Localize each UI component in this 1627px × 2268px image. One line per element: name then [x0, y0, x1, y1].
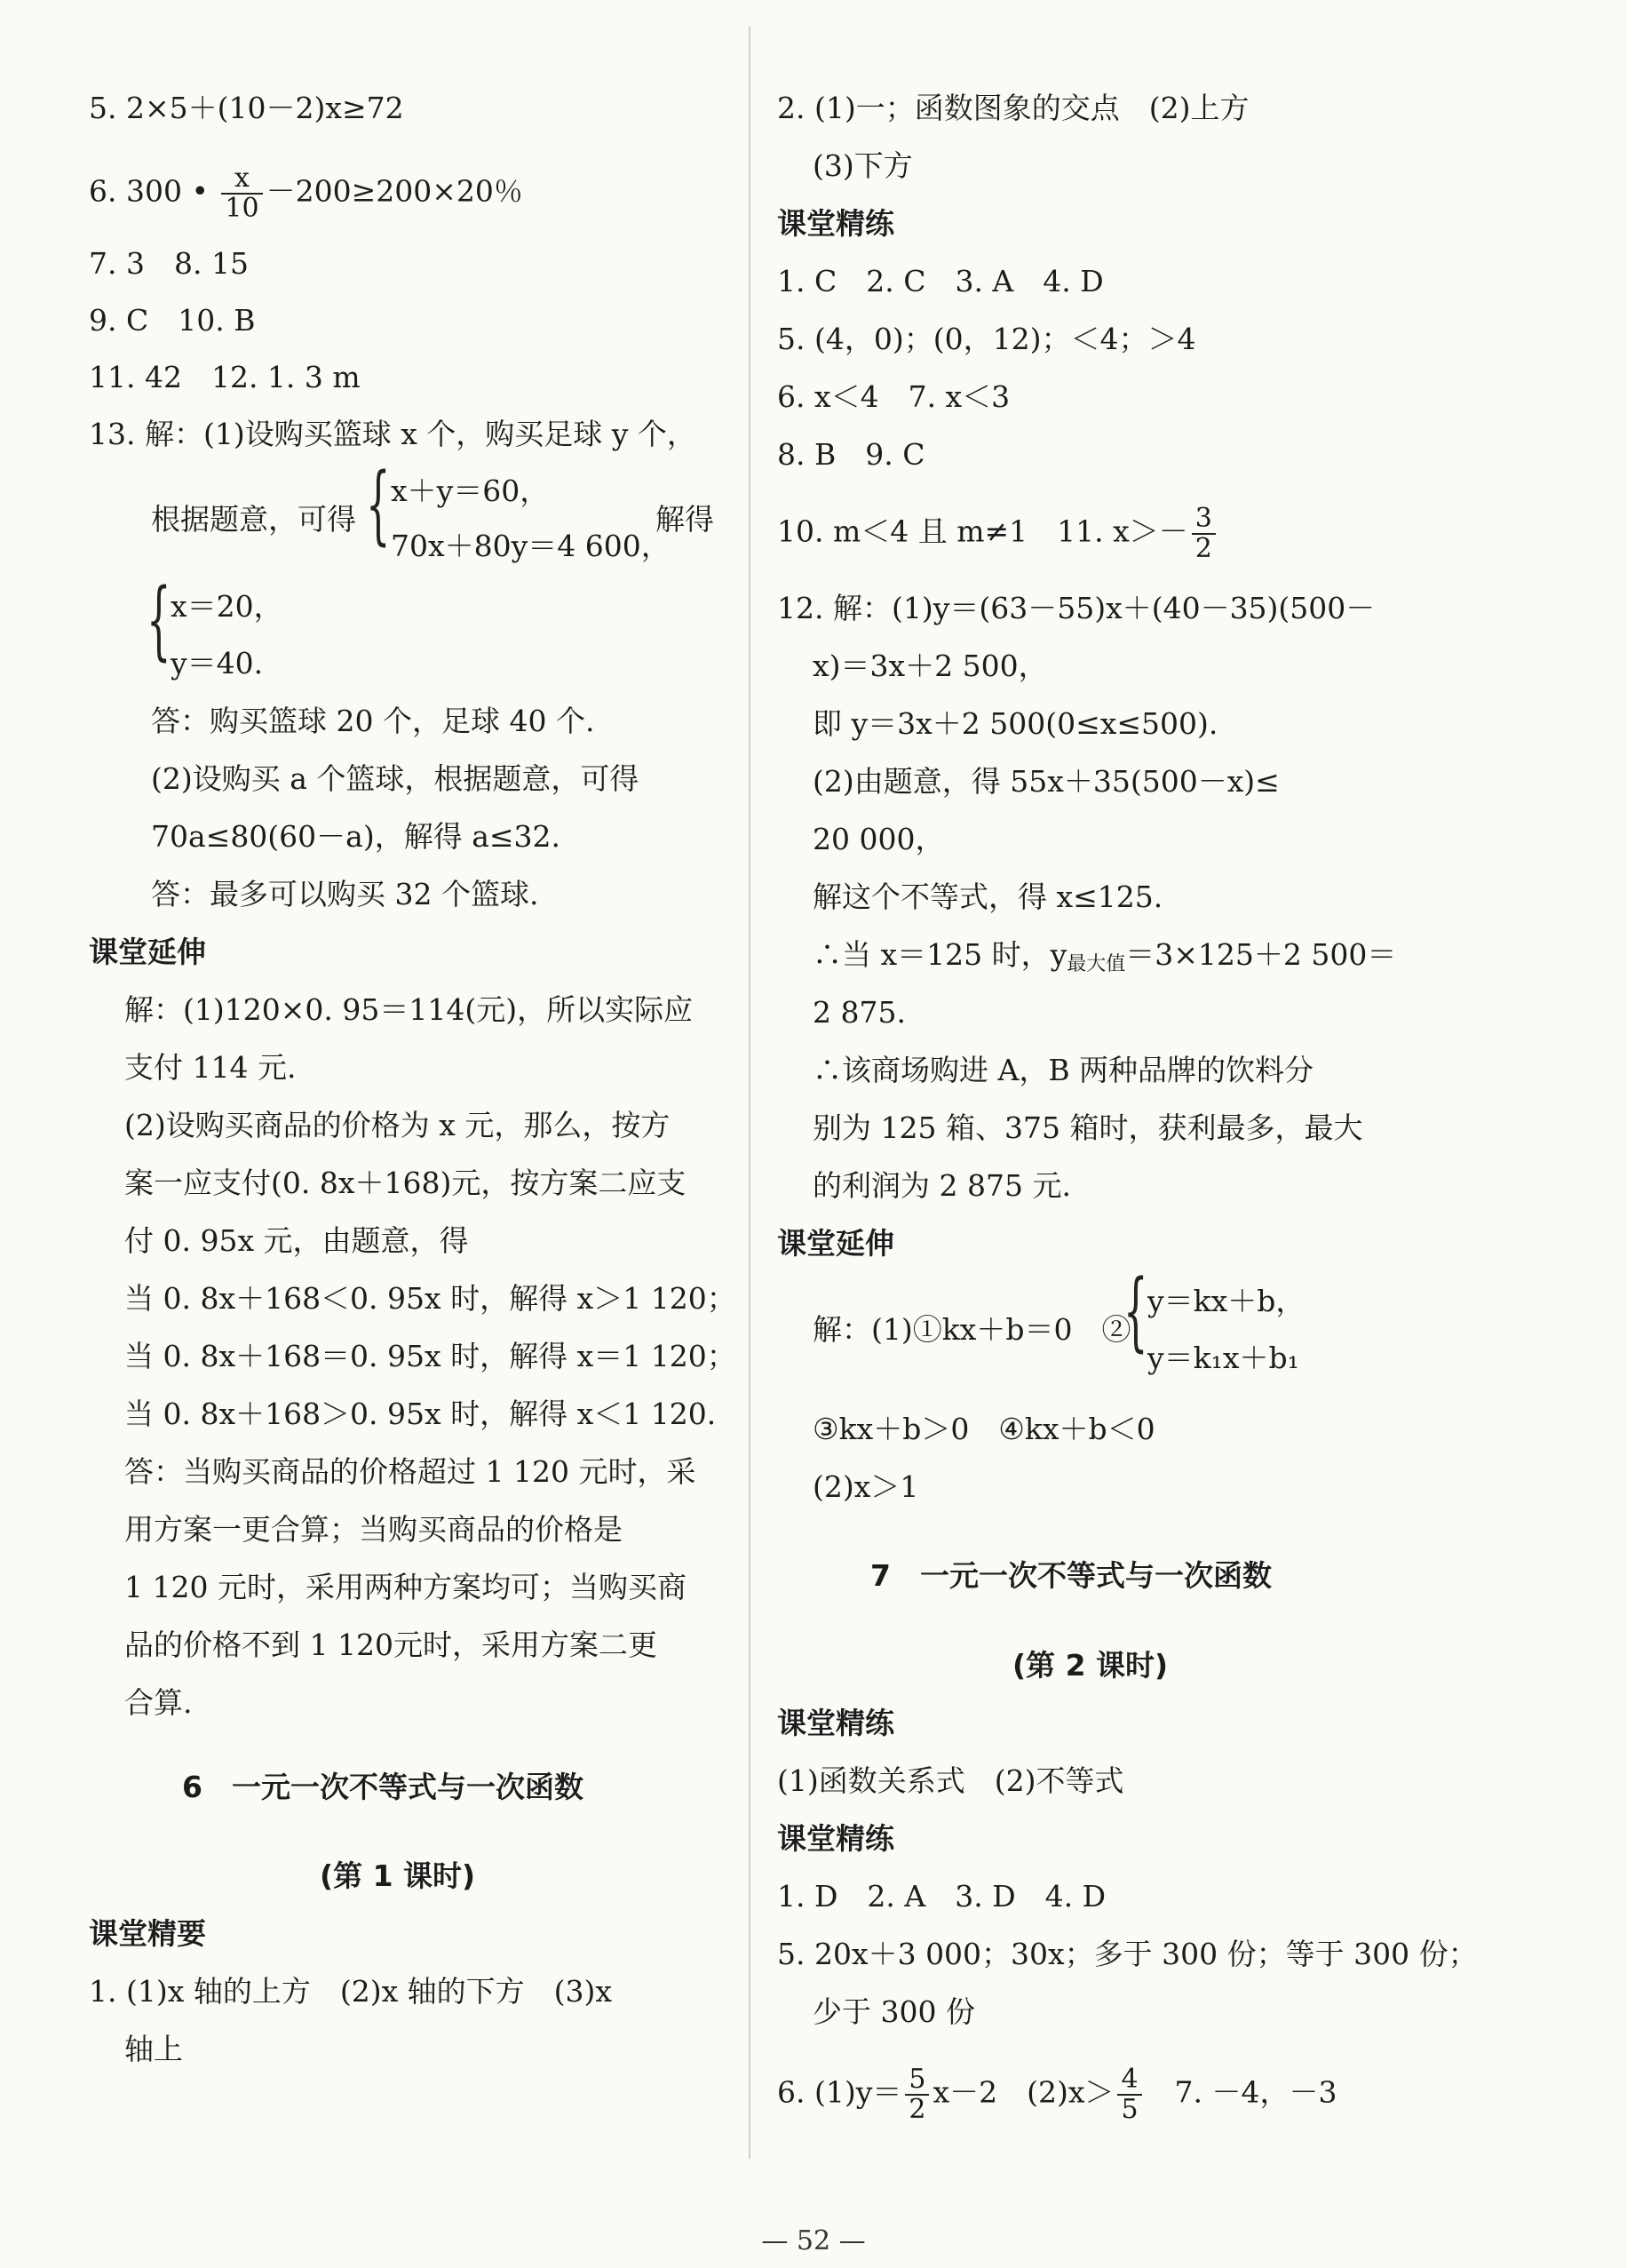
ext-answer: 解：(1)①kx＋b＝0 ②	[813, 1312, 1131, 1347]
answer-11-12: 11. 42 12. 1. 3 m	[89, 360, 361, 394]
section-heading: 课堂精练	[777, 1706, 894, 1740]
answer-line: 8. B 9. C	[777, 437, 925, 472]
answer-6: 6. 300 • $\frac{x}{10}$ －200≥200×20％	[89, 163, 523, 224]
answer-line: 少于 300 份	[813, 1994, 975, 2029]
answer-5: 5. 2×5＋(10－2)x≥72	[89, 91, 404, 125]
answer-line: ③kx＋b＞0 ④kx＋b＜0	[813, 1412, 1155, 1446]
section-heading: 课堂延伸	[777, 1226, 894, 1261]
answer-line: 6. x＜4 7. x＜3	[777, 379, 1011, 414]
q13-answer: 答：购买篮球 20 个，足球 40 个.	[151, 704, 595, 738]
section-title: 7 一元一次不等式与一次函数	[870, 1558, 1272, 1593]
ext-line: 合算.	[124, 1685, 193, 1720]
q13-part2-ineq: 70a≤80(60－a)，解得 a≤32.	[151, 819, 561, 854]
answer-line: 解这个不等式，得 x≤125.	[813, 879, 1163, 914]
lesson-title: (第 1 课时)	[320, 1858, 476, 1893]
ext-line: 当 0. 8x＋168＜0. 95x 时，解得 x＞1 120；	[124, 1281, 736, 1316]
section-heading: 课堂延伸	[89, 935, 206, 969]
q13-according: 根据题意，可得	[151, 502, 356, 537]
q13-part2: (2)设购买 a 个篮球，根据题意，可得	[151, 761, 639, 796]
answer-line: 5. (4，0)；(0，12)；＜4；＞4	[777, 322, 1196, 356]
answer-7-8: 7. 3 8. 15	[89, 246, 249, 281]
answer-line: (2)由题意，得 55x＋35(500－x)≤	[813, 764, 1280, 799]
ext-eq2: y＝k₁x＋b₁	[1147, 1341, 1299, 1375]
answer-line: 1. D 2. A 3. D 4. D	[777, 1879, 1107, 1914]
page-number: — 52 —	[761, 2225, 866, 2256]
ext-line: 答：当购买商品的价格超过 1 120 元时，采	[124, 1454, 696, 1489]
answer-line: 即 y＝3x＋2 500(0≤x≤500).	[813, 706, 1218, 741]
ext-line: 用方案一更合算；当购买商品的价格是	[124, 1512, 623, 1547]
lesson-title: (第 2 课时)	[1012, 1648, 1169, 1683]
brace: {	[147, 570, 171, 670]
ext-line: 当 0. 8x＋168＞0. 95x 时，解得 x＜1 120.	[124, 1397, 717, 1431]
answer-10-11: 10. m＜4 且 m≠1 11. x＞－ $\frac{3}{2}$	[777, 505, 1219, 562]
ext-line: 付 0. 95x 元，由题意，得	[124, 1223, 469, 1258]
answer-line: (1)函数关系式 (2)不等式	[777, 1763, 1124, 1798]
q13-sol1: x＝20，	[171, 589, 283, 624]
ext-line: 1 120 元时，采用两种方案均可；当购买商	[124, 1570, 687, 1604]
answer-9-10: 9. C 10. B	[89, 303, 256, 338]
ext-line: (2)设购买商品的价格为 x 元，那么，按方	[124, 1108, 671, 1142]
column-divider	[749, 27, 750, 2159]
q13-sol2: y＝40.	[171, 646, 264, 680]
section-title: 6 一元一次不等式与一次函数	[182, 1770, 583, 1804]
answer-line: 别为 125 箱、375 箱时，获利最多，最大	[813, 1110, 1363, 1145]
answer-line: 2. (1)一；函数图象的交点 (2)上方	[777, 91, 1250, 125]
q13-solve: 解得	[655, 502, 714, 537]
section-heading: 课堂精要	[89, 1916, 206, 1951]
ext-line: 案一应支付(0. 8x＋168)元，按方案二应支	[124, 1166, 687, 1200]
answer-line: (2)x＞1	[813, 1469, 919, 1504]
ext-line: 品的价格不到 1 120元时，采用方案二更	[124, 1627, 657, 1662]
answer-line: 20 000，	[813, 822, 945, 856]
ext-line: 解：(1)120×0. 95＝114(元)，所以实际应	[124, 992, 694, 1027]
ext-line: 支付 114 元.	[124, 1050, 297, 1085]
answer-line: 12. 解：(1)y＝(63－55)x＋(40－35)(500－	[777, 591, 1376, 625]
answer-line: 1. (1)x 轴的上方 (2)x 轴的下方 (3)x	[89, 1974, 613, 2009]
answer-line: 1. C 2. C 3. A 4. D	[777, 264, 1104, 298]
answer-line: 2 875.	[813, 995, 906, 1030]
answer-line: x)＝3x＋2 500，	[813, 649, 1048, 683]
q13-eq2: 70x＋80y＝4 600，	[391, 529, 671, 563]
answer-line: 的利润为 2 875 元.	[813, 1168, 1071, 1203]
answer-line: (3)下方	[813, 148, 913, 183]
section-heading: 课堂精练	[777, 1821, 894, 1856]
answer-line: 轴上	[124, 2032, 183, 2066]
q13-part2-answer: 答：最多可以购买 32 个篮球.	[151, 877, 539, 911]
ext-eq1: y＝kx＋b，	[1147, 1284, 1306, 1318]
answer-line: ∴该商场购进 A，B 两种品牌的饮料分	[813, 1053, 1314, 1087]
q13-eq1: x＋y＝60，	[391, 473, 550, 508]
answer-line: 5. 20x＋3 000；30x；多于 300 份；等于 300 份；	[777, 1937, 1478, 1971]
brace: {	[1123, 1261, 1148, 1361]
section-heading: 课堂精练	[777, 206, 894, 241]
answer-13-intro: 13. 解：(1)设购买篮球 x 个，购买足球 y 个，	[89, 417, 696, 451]
brace: {	[366, 455, 391, 554]
ext-line: 当 0. 8x＋168＝0. 95x 时，解得 x＝1 120；	[124, 1339, 736, 1373]
answer-line: ∴当 x＝125 时，y最大值＝3×125＋2 500＝	[813, 937, 1397, 975]
answer-6-7: 6. (1)y＝ $\frac{5}{2}$ x－2 (2)x＞ $\frac{4}{5}$ 7. －4，－3	[777, 2064, 1337, 2125]
